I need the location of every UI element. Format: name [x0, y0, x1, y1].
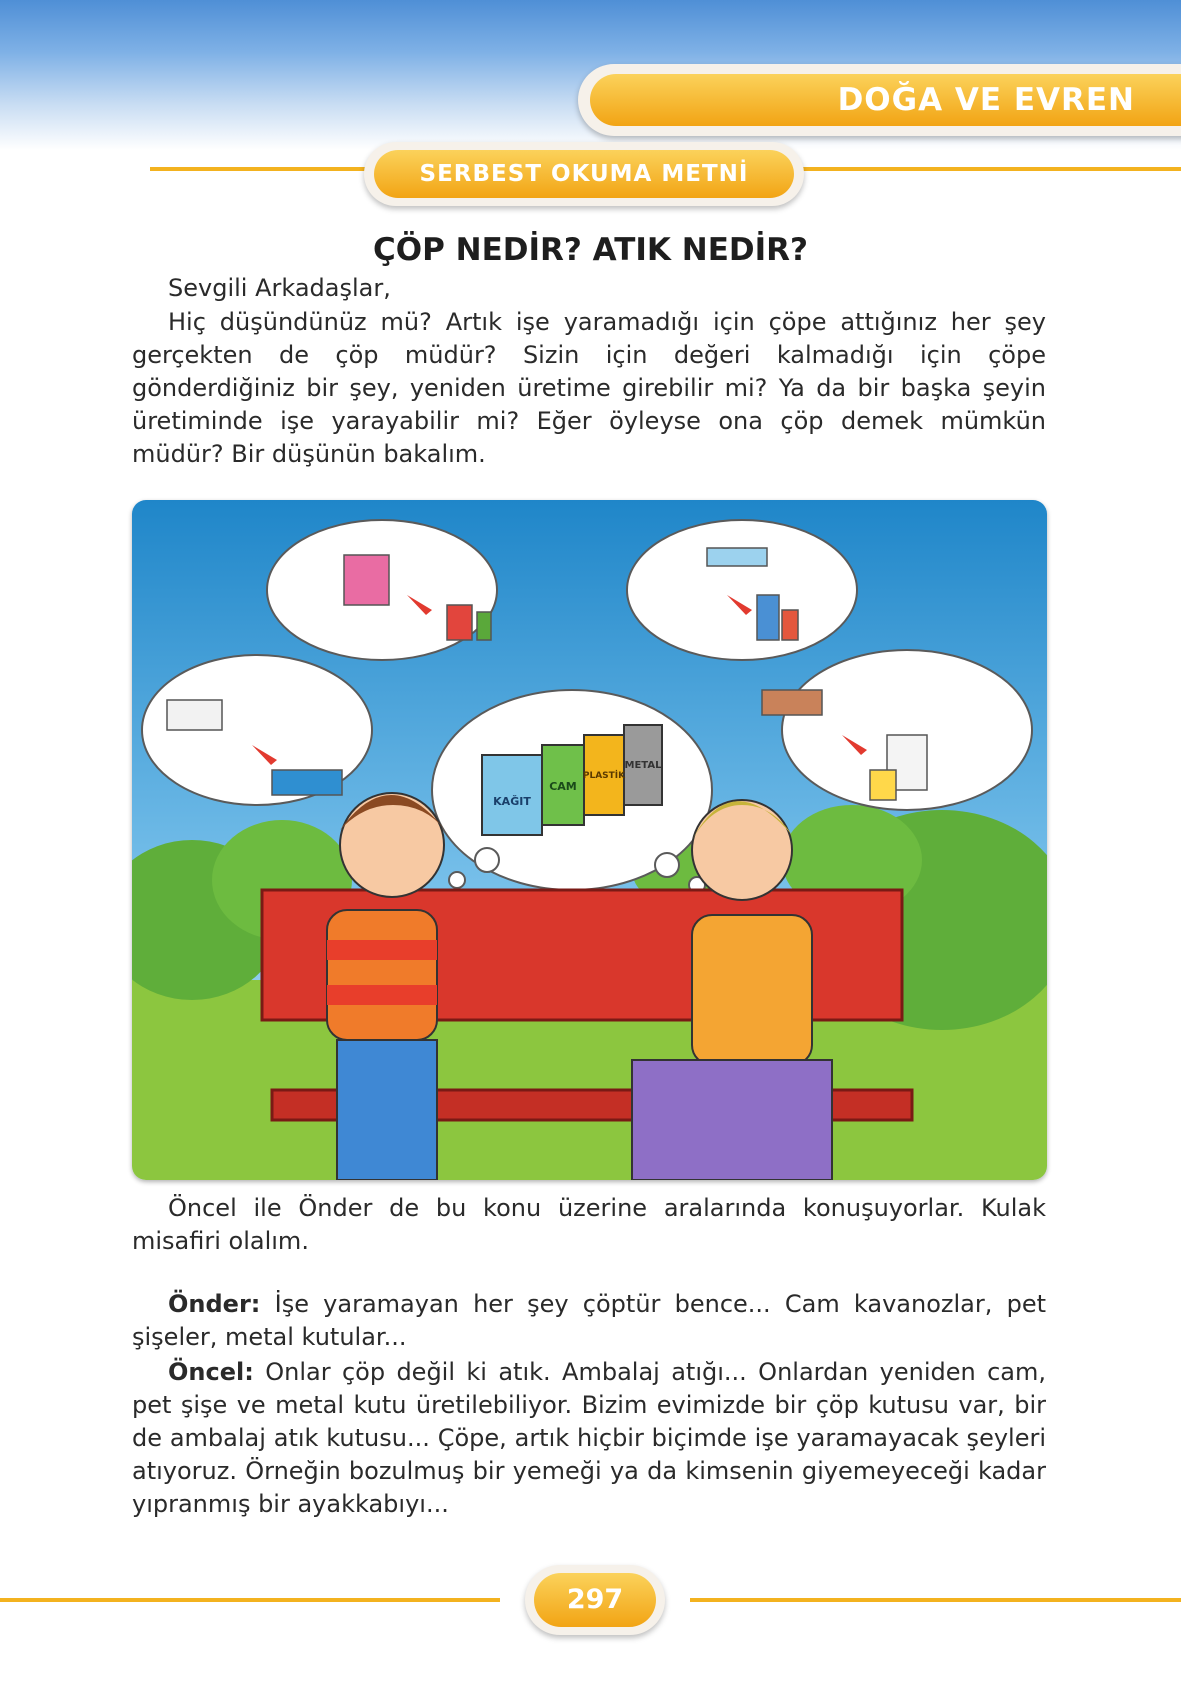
- recycling-illustration: [132, 500, 1047, 1180]
- bin-label-glass: CAM: [549, 780, 577, 793]
- narration-paragraph: Öncel ile Önder de bu konu üzerine aralarında konuşuyorlar. Kulak misafiri olalım.: [132, 1194, 1046, 1255]
- line-onder: İşe yaramayan her şey çöptür bence... Cam kavanozlar, pet şişeler, metal kutular...: [132, 1290, 1046, 1351]
- bin-label-metal: METAL: [624, 760, 662, 771]
- section-label: SERBEST OKUMA METNİ: [374, 150, 794, 198]
- footer-rule-right: [690, 1598, 1181, 1602]
- dialogue-oncel: [132, 1356, 1046, 1521]
- header-rule-right: [800, 167, 1181, 171]
- line-oncel: Onlar çöp değil ki atık. Ambalaj atığı... Onlardan yeniden cam, pet şişe ve metal kutu üretilebiliyor. Bizim evimizde bir çöp kutusu var, bir de ambalaj atık kutusu... Çöpe, artık hiçbir biçimde işe yaramayacak şeyleri atıyoruz. Örneğin bozulmuş bir yemeği ya da kimsenin giyemeyeceği kadar yıpranmış bir ayakkabıyı...: [132, 1358, 1046, 1518]
- intro-paragraph: Hiç düşündünüz mü? Artık işe yaramadığı için çöpe attığınız her şey gerçekten de çöp müdür? Sizin için değeri kalmadığı için çöpe gönderdiğiniz bir şey, yeniden üretime girebilir mi? Ya da bir başka şeyin üretiminde işe yarayabilir mi? Eğer öyleyse ona çöp demek mümkün müdür? Bir düşünün bakalım.: [132, 308, 1046, 468]
- bin-label-paper: KAĞIT: [493, 795, 531, 808]
- dialogue-onder: [132, 1288, 1046, 1354]
- speaker-oncel: Öncel:: [168, 1358, 254, 1386]
- footer-rule-left: [0, 1598, 500, 1602]
- unit-title: DOĞA VE EVREN: [590, 74, 1181, 126]
- article-title: ÇÖP NEDİR? ATIK NEDİR?: [373, 232, 808, 268]
- greeting: Sevgili Arkadaşlar,: [168, 274, 391, 302]
- bin-label-plastic: PLASTİK: [582, 771, 626, 781]
- page-number: 297: [534, 1573, 656, 1627]
- speaker-onder: Önder:: [168, 1290, 261, 1318]
- header-rule-left: [150, 167, 380, 171]
